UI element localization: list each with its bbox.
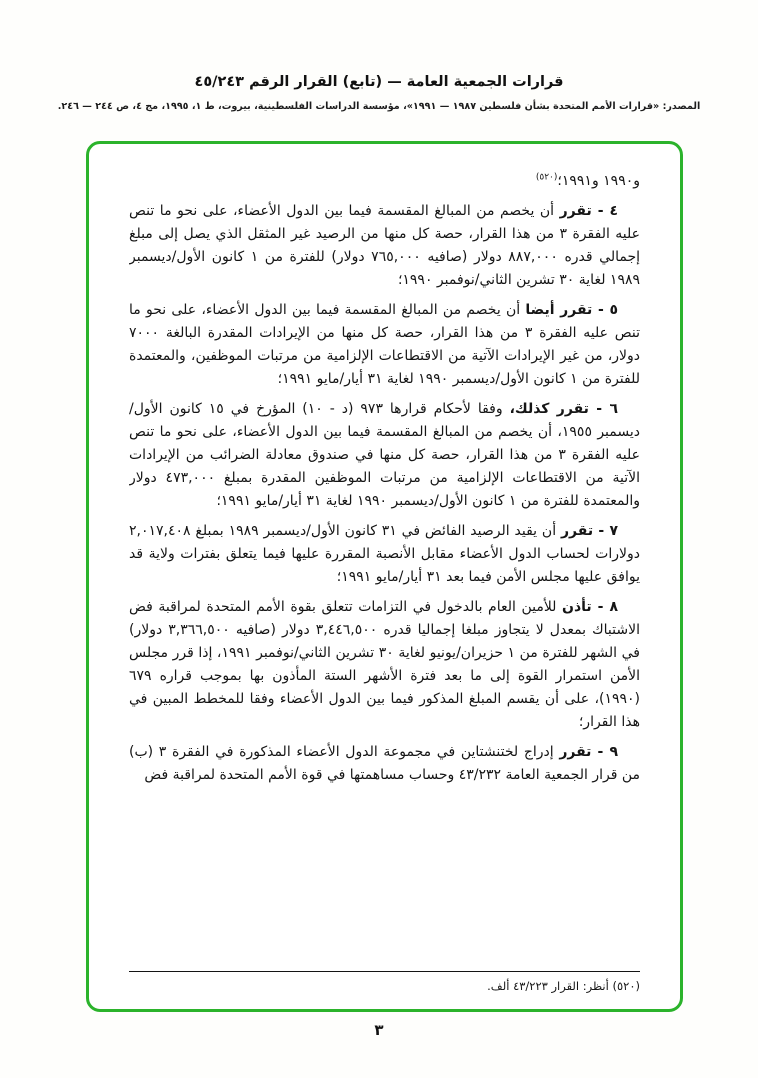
paragraph-text: إدراج لختنشتاين في مجموعة الدول الأعضاء المذكورة في الفقرة ٣ (ب) من قرار الجمعية العامة ٤٣/٢٣٢ وحساب مساهمتها في قوة الأمم المتحدة لمراقبة فض (129, 744, 640, 783)
paragraph-lead (559, 744, 618, 760)
operative-verb: تقرر أيضا (525, 302, 593, 318)
paragraph-text: أن يخصم من المبالغ المقسمة فيما بين الدول الأعضاء، على نحو ما تنص عليه الفقرة ٣ من هذا القرار، حصة كل منها من الإيرادات المقدرة البالغة ٧٠٠٠ دولار، من غير الإيرادات الآتية من الاقتطاعات الإلزامية من مرتبات الموظفين، والمعتمدة للفترة من ١ كانون الأول/ديسمبر ١٩٩٠ لغاية ٣١ أيار/مايو ١٩٩١؛ (129, 302, 640, 387)
resolution-paragraph-9 (129, 741, 640, 787)
footnote-marker: (٥٢٠) (612, 979, 640, 993)
operative-verb: تقرر (559, 744, 592, 760)
paragraph-number: ٨ - (597, 599, 619, 615)
operative-verb: تقرر (560, 523, 594, 539)
footnote-area (129, 971, 640, 993)
paragraph-lead (510, 401, 618, 417)
operative-verb: تقرر (559, 203, 592, 219)
paragraph-number: ٤ - (597, 203, 619, 219)
footnote (129, 979, 640, 993)
operative-verb: تأذن (562, 599, 592, 615)
page-number: ٣ (374, 1021, 384, 1039)
resolution-paragraph-6 (129, 398, 640, 513)
operative-verb: تقرر كذلك، (509, 401, 589, 417)
resolution-paragraph-5 (129, 299, 640, 391)
resolution-paragraph-7 (129, 520, 640, 589)
document-title: قرارات الجمعية العامة — (تابع) القرار الرقم ٤٥/٢٤٣ (194, 74, 564, 90)
paragraph-number: ٥ - (597, 302, 618, 318)
paragraph-number: ٦ - (596, 401, 619, 417)
page-header (0, 74, 758, 112)
paragraph-text: أن يقيد الرصيد الفائض في ٣١ كانون الأول/ديسمبر ١٩٨٩ بمبلغ ٢,٠١٧,٤٠٨ دولارات لحساب الدول الأعضاء مقابل الأنصبة المقررة عليها فيما يتعلق بفترات ولاية قد يوافق عليها مجلس الأمن فيما بعد ٣١ أيار/مايو ١٩٩١؛ (129, 523, 640, 585)
source-citation: المصدر: «قرارات الأمم المتحدة بشأن فلسطين ١٩٨٧ — ١٩٩١»، مؤسسة الدراسات الفلسطينية، بيروت، ط ١، ١٩٩٥، مج ٤، ص ٢٤٤ — ٢٤٦. (57, 101, 701, 112)
resolution-paragraph-4 (129, 200, 640, 292)
continuation-text: و١٩٩٠ و١٩٩١؛ (557, 173, 640, 189)
footnote-ref-marker: (٥٢٠) (535, 172, 558, 183)
footnote-text: أنظر: القرار ٤٣/٢٢٣ ألف. (487, 979, 609, 993)
paragraph-text: وفقا لأحكام قرارها ٩٧٣ (د - ١٠) المؤرخ في ١٥ كانون الأول/ديسمبر ١٩٥٥، أن يخصم من المبالغ المقسمة فيما بين الدول الأعضاء، على نحو ما تنص عليه الفقرة ٣ من هذا القرار، حصة كل منها في صندوق معادلة الضرائب من الإيرادات الآتية من الاقتطاعات الإلزامية من مرتبات الموظفين المقدرة بمبلغ ٤٧٣,٠٠٠ دولار والمعتمدة للفترة من ١ كانون الأول/ديسمبر ١٩٩٠ لغاية ٣١ أيار/مايو ١٩٩١؛ (129, 401, 640, 509)
paragraph-text: للأمين العام بالدخول في التزامات تتعلق بقوة الأمم المتحدة لمراقبة فض الاشتباك بمعدل لا يتجاوز مبلغا إجماليا قدره ٣,٤٤٦,٥٠٠ دولار (صافيه ٣,٣٦٦,٥٠٠ دولار) في الشهر للفترة من ١ حزيران/يونيو لغاية ٣٠ تشرين الثاني/نوفمبر ١٩٩١، إذا قرر مجلس الأمن استمرار القوة إلى ما بعد فترة الأشهر الستة المأذون بها بموجب قراره ٦٧٩ (١٩٩٠)، على أن يقسم المبلغ المذكور فيما بين الدول الأعضاء وفقا للمخطط المبين في هذا القرار؛ (129, 599, 640, 730)
content-frame (86, 141, 683, 1012)
resolution-paragraph-8 (129, 596, 640, 734)
paragraph-lead (525, 302, 618, 318)
paragraph-lead (560, 203, 618, 219)
resolution-body (129, 170, 640, 937)
footnote-rule (129, 971, 640, 972)
paragraph-number: ٧ - (598, 523, 619, 539)
paragraph-number: ٩ - (597, 744, 619, 760)
continuation-line (129, 170, 640, 193)
paragraph-lead (561, 523, 618, 539)
paragraph-text: أن يخصم من المبالغ المقسمة فيما بين الدول الأعضاء، على نحو ما تنص عليه الفقرة ٣ من هذا القرار، حصة كل منها من الرصيد غير المثقل الذي يصل إلى مبلغ إجمالي قدره ٨٨٧,٠٠٠ دولار (صافيه ٧٦٥,٠٠٠ دولار) للفترة من ١ كانون الأول/ديسمبر ١٩٨٩ لغاية ٣٠ تشرين الثاني/نوفمبر ١٩٩٠؛ (129, 203, 640, 288)
paragraph-lead (562, 599, 618, 615)
